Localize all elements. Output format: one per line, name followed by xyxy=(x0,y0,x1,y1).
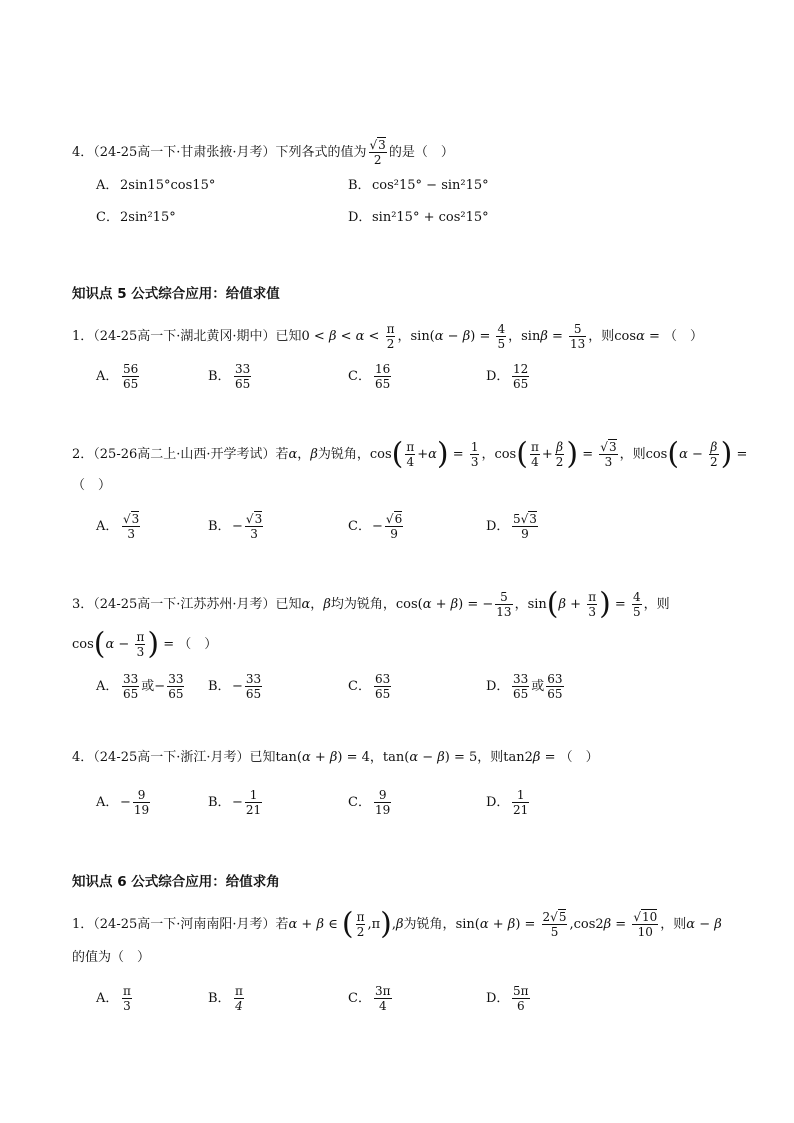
s5-q3-option-a[interactable]: A． $\frac{33}{65}$ 或− $\frac{33}{65}$ xyxy=(96,672,184,701)
question-4-prefix: 4．（24-25高一下·甘肃张掖·月考）下列各式的值为 xyxy=(72,145,367,160)
section-5-title: 知识点 5 公式综合应用：给值求值 xyxy=(72,286,280,302)
fraction-sqrt3-over-2: $\frac{√3}{2}$ xyxy=(369,138,386,167)
s6-q1-option-c[interactable]: C． $\frac{3\pi}{4}$ xyxy=(348,984,391,1013)
s5-q2-option-c[interactable]: C．− $\frac{√6}{9}$ xyxy=(348,512,403,541)
q4-option-d[interactable]: D．sin²15° + cos²15° xyxy=(348,210,489,225)
s6-question-1-line2: 的值为（ ） xyxy=(72,950,151,965)
s5-q1-option-a[interactable]: A． $\frac{56}{65}$ xyxy=(96,362,139,391)
s5-q4-option-b[interactable]: B．− $\frac{1}{21}$ xyxy=(208,788,262,817)
s5-q2-option-a[interactable]: A． $\frac{√3}{3}$ xyxy=(96,512,140,541)
question-4-top xyxy=(72,138,732,167)
s5-q1-option-d[interactable]: D． $\frac{12}{65}$ xyxy=(486,362,529,391)
s5-q4-option-d[interactable]: D． $\frac{1}{21}$ xyxy=(486,788,529,817)
s5-q4-option-a[interactable]: A． − $\frac{9}{19}$ xyxy=(96,788,150,817)
s5-question-4: 4．（24-25高一下·浙江·月考）已知tan(α + β) = 4，tan(α − β) = 5，则tan2β = （ ） xyxy=(72,750,599,765)
q4-option-c[interactable]: C．2sin²15° xyxy=(96,210,176,225)
s5-question-2-line2: （ ） xyxy=(72,478,112,493)
section-6-title: 知识点 6 公式综合应用：给值求角 xyxy=(72,874,280,890)
s5-question-1: 1．（24-25高一下·湖北黄冈·期中）已知0 < β < α < $\frac{\pi}{2}$ ，sin(α − β) = $\frac{4}{5}$ ，sinβ = $\frac{5}{13}$ ，则cosα = （ ） xyxy=(72,322,704,351)
s5-q3-option-d[interactable]: D． $\frac{33}{65}$ 或 $\frac{63}{65}$ xyxy=(486,672,563,701)
question-4-suffix: 的是（ ） xyxy=(388,145,454,160)
s5-q1-option-c[interactable]: C． $\frac{16}{65}$ xyxy=(348,362,391,391)
s5-question-2: 2．（25-26高二上·山西·开学考试）若α，β为锐角，cos( $\frac{\pi}{4}$ +α) = $\frac{1}{3}$ ，cos( $\frac{\pi}{4}$ + $\frac{\beta}{2}$ ) = $\frac{√3}{3}$ ，则cos(α − $\frac{\beta}{2}$ ) = xyxy=(72,436,748,472)
s6-q1-option-b[interactable]: B． $\frac{\pi}{4}$ xyxy=(208,984,243,1013)
s5-question-3-line2: cos(α − $\frac{\pi}{3}$ ) = （ ） xyxy=(72,626,218,662)
s5-q3-option-c[interactable]: C． $\frac{63}{65}$ xyxy=(348,672,391,701)
q4-option-a[interactable]: A． 2sin15°cos15° xyxy=(96,178,216,193)
q4-option-b[interactable]: B．cos²15° − sin²15° xyxy=(348,178,489,193)
s5-q3-option-b[interactable]: B．− $\frac{33}{65}$ xyxy=(208,672,262,701)
s5-question-3: 3．（24-25高一下·江苏苏州·月考）已知α，β均为锐角，cos(α + β) = − $\frac{5}{13}$ ，sin(β + $\frac{\pi}{3}$ ) = $\frac{4}{5}$ ，则 xyxy=(72,586,670,622)
s5-q2-option-b[interactable]: B．− $\frac{√3}{3}$ xyxy=(208,512,263,541)
s6-question-1: 1．（24-25高一下·河南南阳·月考）若α + β ∈ ( $\frac{\pi}{2}$ ,π),β为锐角，sin(α + β) = $\frac{2√5}{5}$ ,cos2β = $\frac{√10}{10}$ ，则α − β xyxy=(72,906,722,942)
s5-q2-option-d[interactable]: D． $\frac{5√3}{9}$ xyxy=(486,512,537,541)
s6-q1-option-a[interactable]: A． $\frac{\pi}{3}$ xyxy=(96,984,131,1013)
s5-q1-option-b[interactable]: B． $\frac{33}{65}$ xyxy=(208,362,251,391)
s6-q1-option-d[interactable]: D． $\frac{5\pi}{6}$ xyxy=(486,984,529,1013)
s5-q4-option-c[interactable]: C． $\frac{9}{19}$ xyxy=(348,788,391,817)
